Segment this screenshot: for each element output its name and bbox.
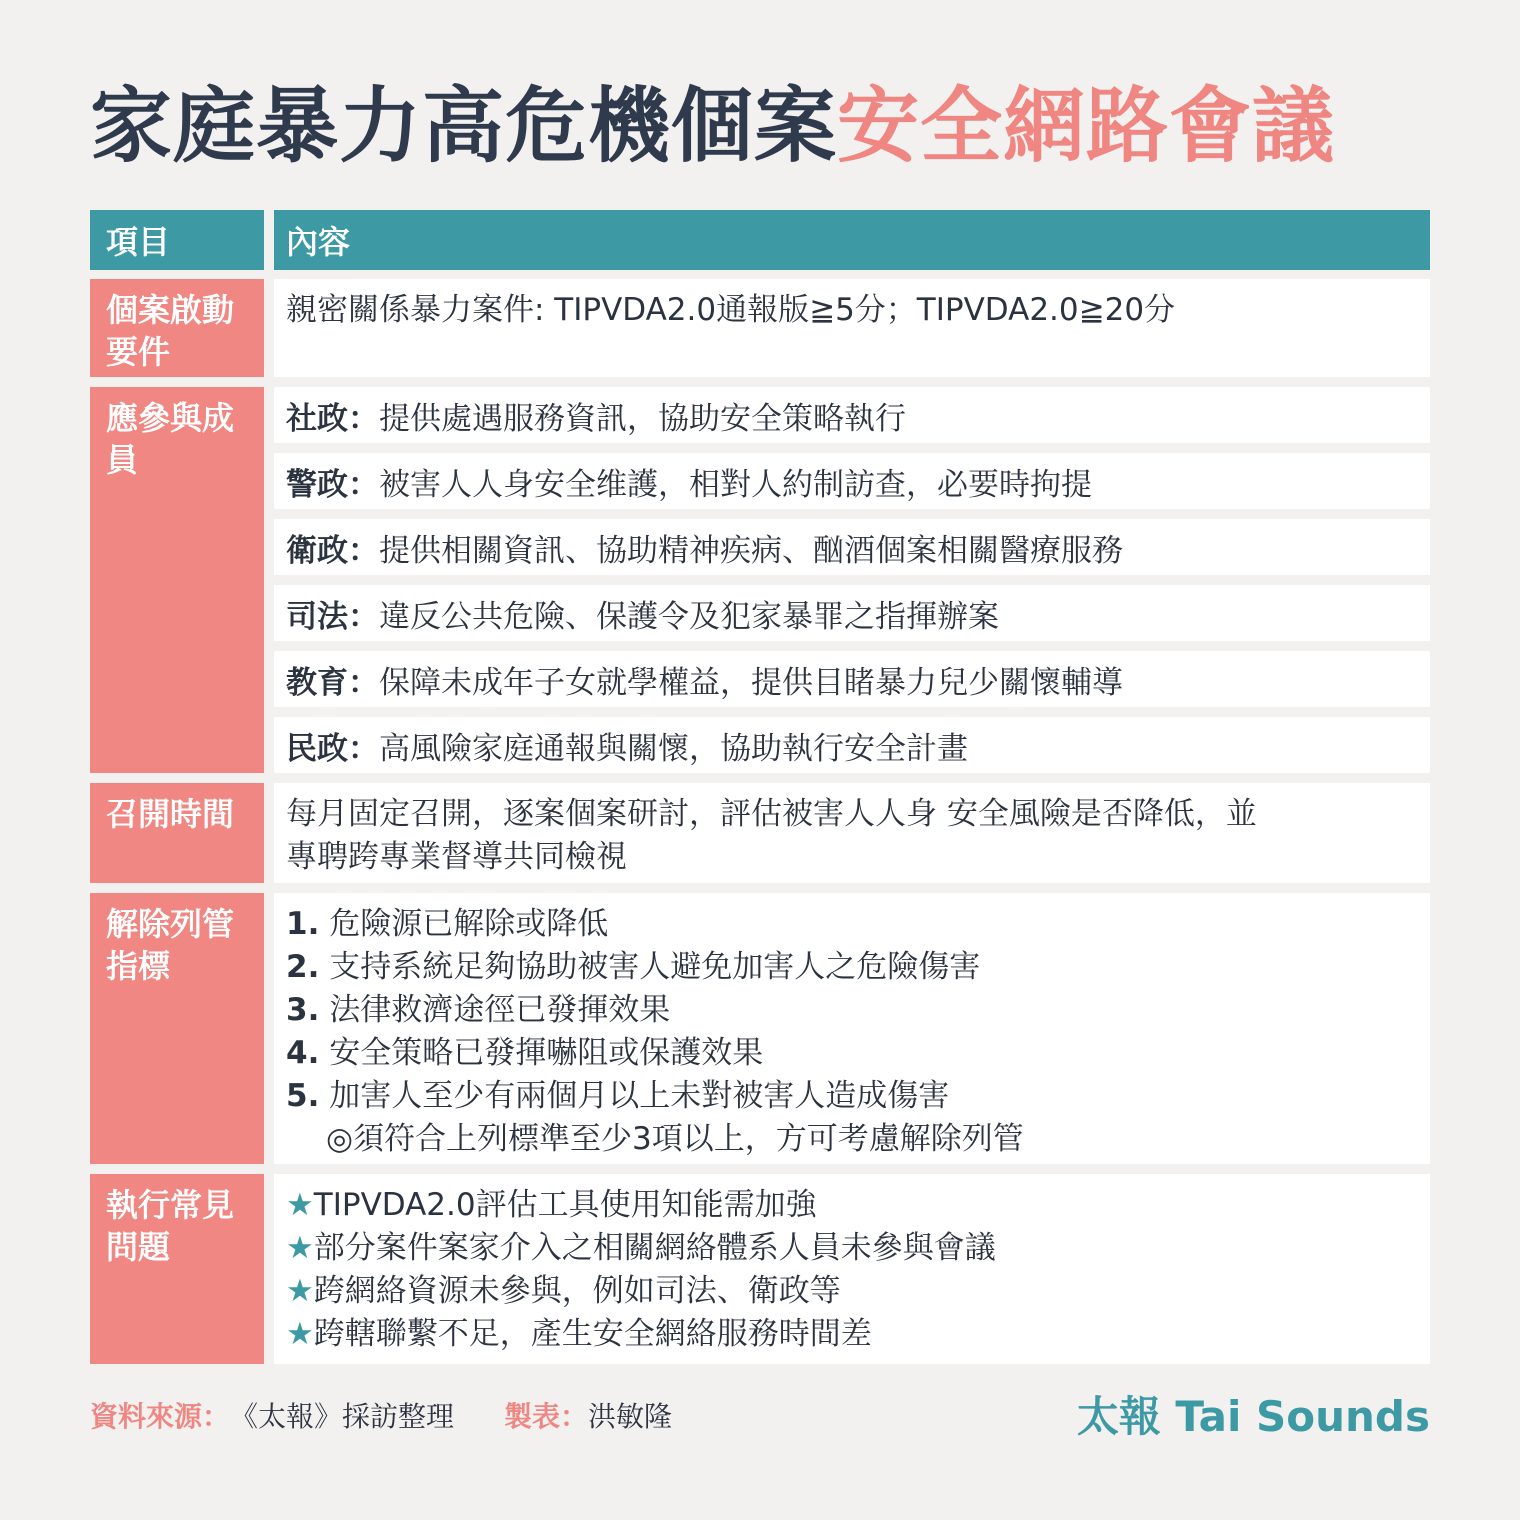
page-title [90,78,1435,176]
member-item: 司法： 違反公共危險、保護令及犯家暴罪之指揮辦案 [274,585,1430,641]
row-content [274,1174,1430,1364]
list-item: 2. 支持系統足夠協助被害人避免加害人之危險傷害 [286,949,981,985]
list-item: ★跨轄聯繫不足，產生安全網絡服務時間差 [286,1316,872,1352]
table-row-schedule [90,783,1430,883]
member-item: 衛政： 提供相關資訊、協助精神疾病、酗酒個案相關醫療服務 [274,519,1430,575]
row-label: 個案啟動要件 [90,279,264,377]
star-icon: ★ [286,1273,314,1309]
title-accent: 安全網路會議 [837,79,1336,174]
info-table [90,210,1430,1374]
table-header [90,210,1430,270]
list-item: ★跨網絡資源未參與，例如司法、衛政等 [286,1273,841,1309]
member-item: 警政： 被害人人身安全维護，相對人約制訪查，必要時拘提 [274,453,1430,509]
table-row-trigger [90,279,1430,377]
table-row-issues [90,1174,1430,1364]
row-content: 每月固定召開，逐案個案研討，評估被害人人身 安全風險是否降低，並 專聘跨專業督導共同檢視 [274,783,1430,883]
list-item: 5. 加害人至少有兩個月以上未對被害人造成傷害 [286,1078,950,1114]
star-icon: ★ [286,1187,314,1223]
header-item: 項目 [90,210,264,270]
table-row-release [90,893,1430,1164]
row-content: 親密關係暴力案件: TIPVDA2.0通報版≧5分；TIPVDA2.0≧20分 [274,279,1430,377]
list-item: ★部分案件案家介入之相關網絡體系人員未參與會議 [286,1230,996,1266]
row-content [274,893,1430,1164]
source-label: 資料來源： [90,1400,231,1433]
member-item: 教育： 保障未成年子女就學權益，提供目睹暴力兒少關懷輔導 [274,651,1430,707]
member-item: 社政： 提供處遇服務資訊，協助安全策略執行 [274,387,1430,443]
row-label: 執行常見問題 [90,1174,264,1364]
member-item: 民政： 高風險家庭通報與關懷，協助執行安全計畫 [274,717,1430,773]
brand-logo: 太報 Tai Sounds [1076,1392,1430,1441]
list-item: 4. 安全策略已發揮嚇阻或保護效果 [286,1035,764,1071]
footer [90,1390,1430,1440]
maker-label: 製表： [504,1400,589,1433]
title-main: 家庭暴力高危機個案 [90,79,838,174]
note: ◎須符合上列標準至少3項以上，方可考慮解除列管 [326,1121,1024,1157]
row-label: 解除列管指標 [90,893,264,1164]
list-item: 1. 危險源已解除或降低 [286,906,609,942]
table-row-members [90,387,1430,773]
star-icon: ★ [286,1230,314,1266]
source-value: 《太報》採訪整理 [230,1400,455,1433]
list-item: ★TIPVDA2.0評估工具使用知能需加強 [286,1187,817,1223]
list-item: 3. 法律救濟途徑已發揮效果 [286,992,671,1028]
row-label: 召開時間 [90,783,264,883]
maker-value: 洪敏隆 [588,1400,673,1433]
row-label: 應參與成員 [90,387,264,773]
star-icon: ★ [286,1316,314,1352]
header-content: 內容 [274,210,1430,270]
